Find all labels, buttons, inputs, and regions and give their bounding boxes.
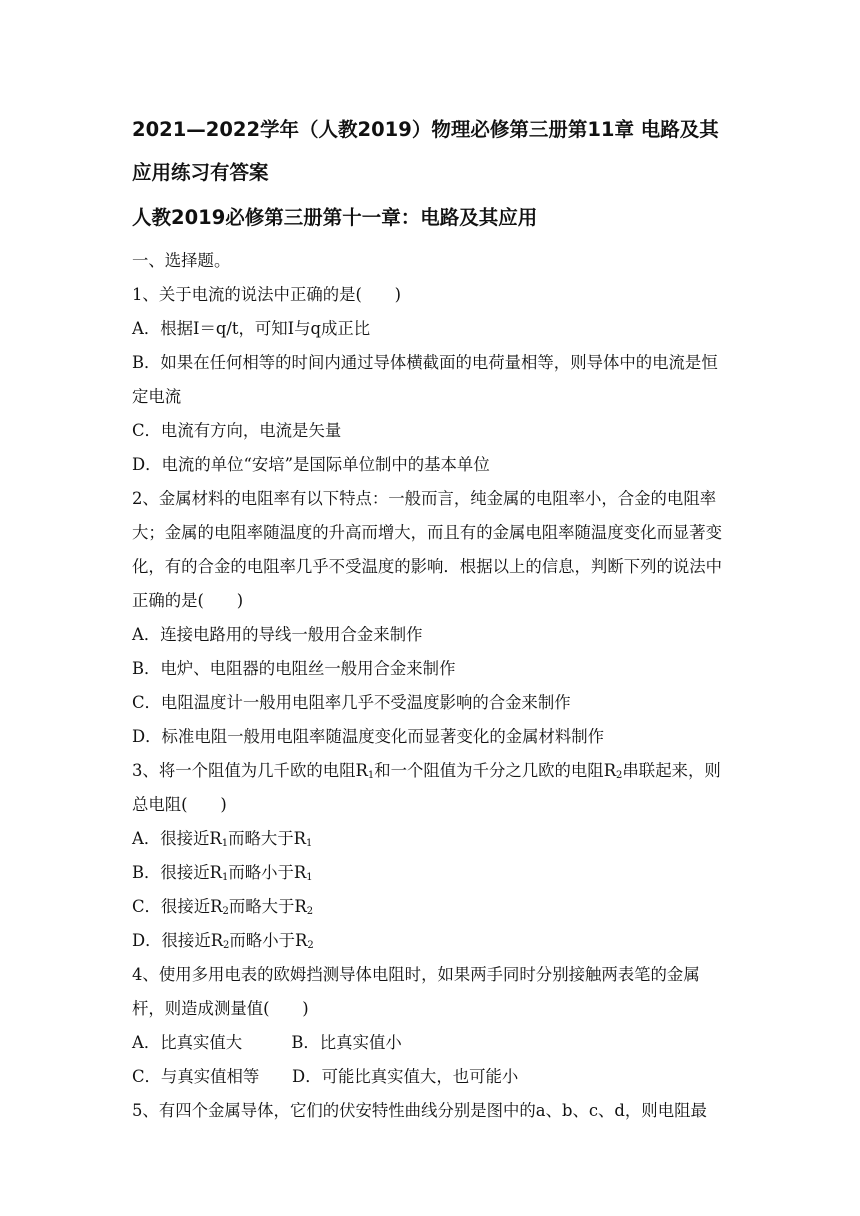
section-heading: 一、选择题。 [132,251,231,270]
question-3-option-b: B．很接近$R_1$而略小于$R_1$ [132,863,313,883]
question-2-option-c: C．电阻温度计一般用电阻率几乎不受温度影响的合金来制作 [132,693,571,712]
question-1-option-b: B．如果在任何相等的时间内通过导体横截面的电荷量相等，则导体中的电流是恒定电流 [132,353,718,406]
question-3-option-c: C．很接近$R_2$而略大于$R_2$ [132,897,314,917]
question-3-option-a: A．很接近$R_1$而略大于$R_1$ [132,829,313,849]
question-4-options-ab: A．比真实值大 B．比真实值小 [132,1033,402,1052]
question-5-stem: 5、有四个金属导体，它们的伏安特性曲线分别是图中的a、b、c、d，则电阻最 [132,1101,707,1120]
question-3-option-d: D．很接近$R_2$而略小于$R_2$ [132,931,314,951]
question-body [132,244,732,1128]
question-1-option-c: C．电流有方向，电流是矢量 [132,421,342,440]
question-2-stem: 2、金属材料的电阻率有以下特点：一般而言，纯金属的电阻率小，合金的电阻率大；金属的电阻率随温度的升高而增大，而且有的金属电阻率随温度变化而显著变化，有的合金的电阻率几乎不受温度的影响．根据以上的信息，判断下列的说法中正确的是( ) [132,489,723,610]
question-1-option-a: A．根据I＝q/t，可知I与q成正比 [132,319,371,338]
question-1-option-d: D．电流的单位“安培”是国际单位制中的基本单位 [132,455,490,474]
document-subtitle: 人教2019必修第三册第十一章：电路及其应用 [132,206,538,229]
question-1-stem: 1、关于电流的说法中正确的是( ) [132,285,402,304]
question-3-stem: 3、将一个阻值为几千欧的电阻$R_1$和一个阻值为千分之几欧的电阻$R_2$串联起来，则总电阻( ) [132,761,721,814]
question-2-option-a: A．连接电路用的导线一般用合金来制作 [132,625,423,644]
question-4-options-cd: C．与真实值相等 D．可能比真实值大，也可能小 [132,1067,519,1086]
document-title: 2021—2022学年（人教2019）物理必修第三册第11章 电路及其应用练习有答案 [132,118,719,184]
question-2-option-b: B．电炉、电阻器的电阻丝一般用合金来制作 [132,659,456,678]
question-4-stem: 4、使用多用电表的欧姆挡测导体电阻时，如果两手同时分别接触两表笔的金属杆，则造成测量值( ) [132,965,700,1018]
question-2-option-d: D．标准电阻一般用电阻率随温度变化而显著变化的金属材料制作 [132,727,605,746]
